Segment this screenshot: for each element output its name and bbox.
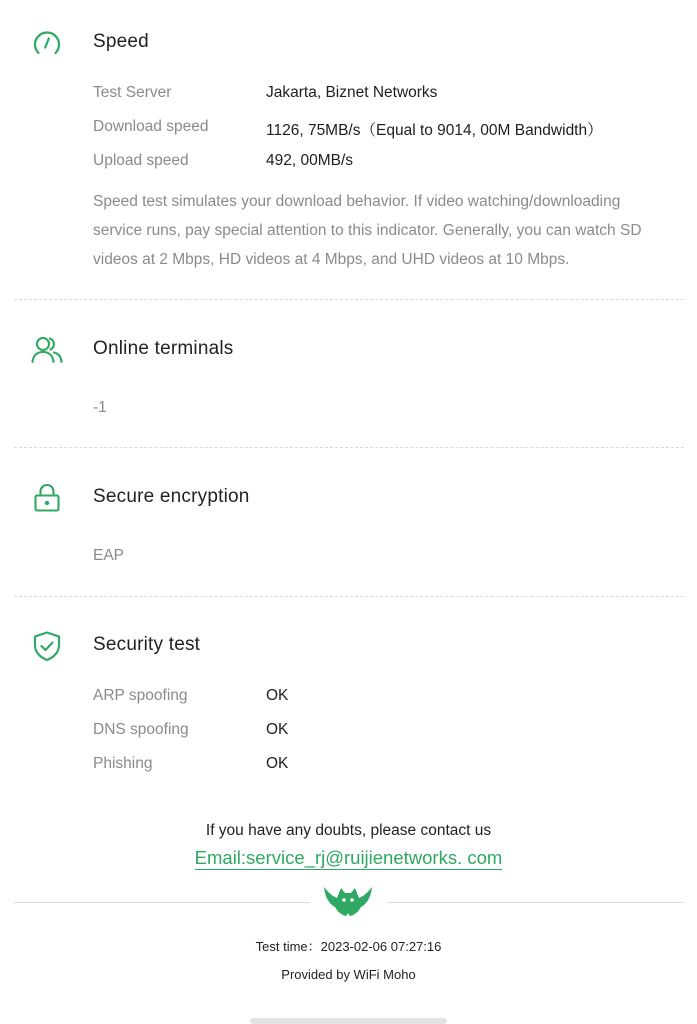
upload-speed-value: 492, 00MB/s <box>266 152 354 169</box>
speed-title: Speed <box>93 31 149 52</box>
test-time: Test time：2023-02-06 07:27:16 <box>255 939 442 954</box>
contact-email-link[interactable] <box>0 847 697 869</box>
provided-by: Provided by WiFi Moho <box>281 967 416 982</box>
terminals-value: -1 <box>93 399 107 416</box>
upload-speed-label: Upload speed <box>93 152 189 169</box>
test-server-row <box>93 77 673 111</box>
speedometer-icon <box>28 23 66 63</box>
speed-description: Speed test simulates your download behavior. If video watching/downloading service runs, pay special attention to this indicator. Generally, you can watch SD videos at 2 Mbps, HD videos at 4 Mbps, and UHD videos at 10 Mbps. <box>93 193 642 268</box>
arp-spoofing-row <box>93 680 673 714</box>
terminals-header <box>0 330 697 370</box>
phishing-label: Phishing <box>93 755 153 772</box>
footer-divider-left <box>14 902 310 903</box>
speed-section <box>0 23 697 273</box>
terminals-section <box>0 330 697 430</box>
arp-spoofing-value: OK <box>266 687 289 704</box>
upload-speed-row <box>93 145 673 179</box>
footer-divider-right <box>387 902 684 903</box>
dns-spoofing-label: DNS spoofing <box>93 721 189 738</box>
phishing-row <box>93 748 673 782</box>
terminals-title: Online terminals <box>93 338 234 359</box>
test-server-value: Jakarta, Biznet Networks <box>266 84 438 101</box>
phishing-value: OK <box>266 755 289 772</box>
dns-spoofing-value: OK <box>266 721 289 738</box>
security-header <box>0 626 697 666</box>
lock-icon <box>28 478 66 518</box>
encryption-title: Secure encryption <box>93 486 250 507</box>
arp-spoofing-label: ARP spoofing <box>93 687 188 704</box>
bat-logo-icon <box>323 884 373 918</box>
security-section <box>0 626 697 786</box>
encryption-value: EAP <box>93 547 125 564</box>
contact-text: If you have any doubts, please contact us <box>205 822 492 839</box>
dns-spoofing-row <box>93 714 673 748</box>
test-server-label: Test Server <box>93 84 172 101</box>
download-speed-row <box>93 111 673 145</box>
encryption-section <box>0 478 697 578</box>
bottom-scroll-handle[interactable] <box>250 1018 447 1024</box>
download-speed-value: 1126, 75MB/s（Equal to 9014, 00M Bandwidth） <box>266 122 603 139</box>
download-speed-label: Download speed <box>93 118 209 135</box>
divider <box>14 596 684 597</box>
divider <box>14 447 684 448</box>
divider <box>14 299 684 300</box>
security-title: Security test <box>93 634 201 655</box>
contact-email-text[interactable]: Email:service_rj@ruijienetworks. com <box>194 847 503 868</box>
shield-check-icon <box>28 626 66 666</box>
users-icon <box>28 330 66 370</box>
speed-header <box>0 23 697 63</box>
encryption-header <box>0 478 697 518</box>
